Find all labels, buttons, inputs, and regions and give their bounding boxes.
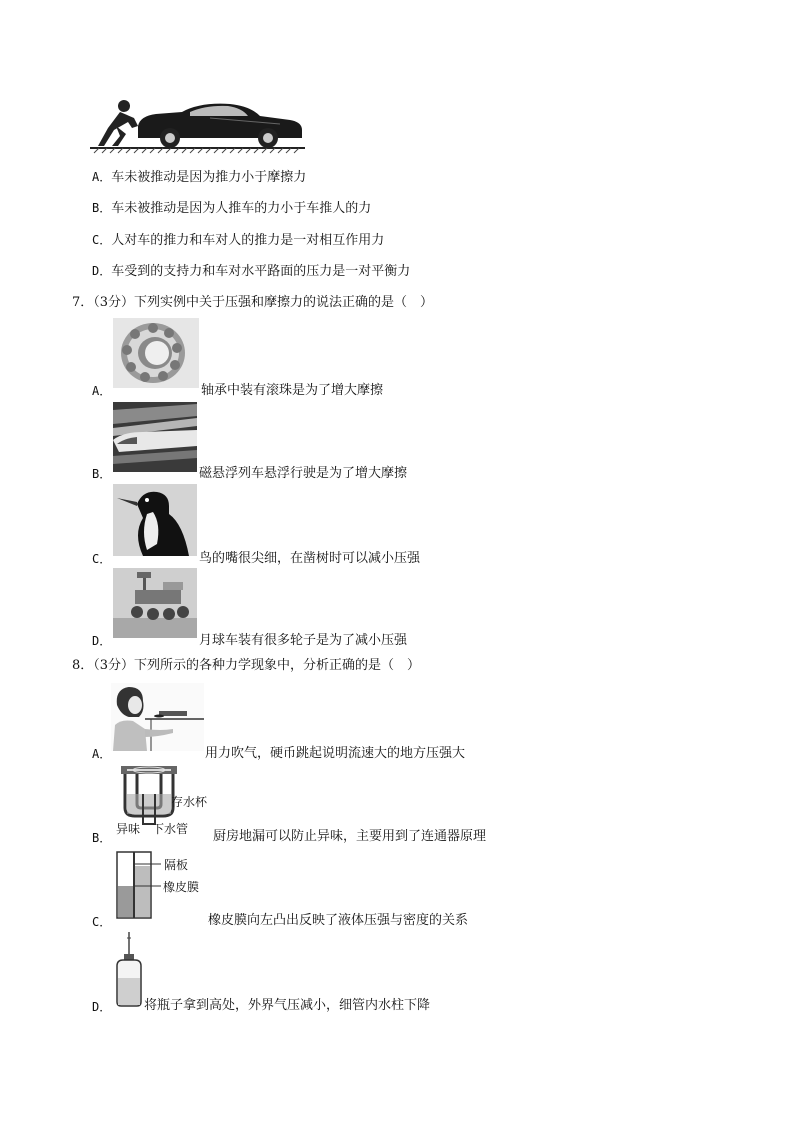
car-push-figure [90, 96, 310, 154]
option-letter: B． [92, 831, 112, 845]
q8-option-d [92, 996, 111, 1015]
option-letter: A． [92, 384, 112, 398]
q8-option-c-text: 橡皮膜向左凸出反映了液体压强与密度的关系 [208, 913, 469, 928]
option-text: 车未被推动是因为人推车的力小于车推人的力 [111, 201, 372, 216]
q6-option-d [92, 260, 410, 279]
option-letter: B． [92, 201, 112, 215]
partition-label: 隔板 [164, 858, 189, 872]
q7-option-b-text: 磁悬浮列车悬浮行驶是为了增大摩擦 [199, 466, 408, 481]
option-letter: C． [92, 915, 112, 929]
maglev-train-image [113, 402, 197, 472]
q6-option-c [92, 229, 384, 248]
drain-smell-label: 异味 [116, 822, 141, 836]
option-text: 车受到的支持力和车对水平路面的压力是一对平衡力 [111, 264, 411, 279]
woodpecker-image [113, 484, 197, 556]
q8-option-a [92, 743, 111, 762]
q7-option-b [92, 463, 111, 482]
q6-option-a [92, 166, 306, 185]
q7-option-d [92, 630, 111, 649]
option-letter: C． [92, 552, 112, 566]
option-letter: D． [92, 264, 112, 278]
q8-option-b-text: 厨房地漏可以防止异味，主要用到了连通器原理 [213, 829, 487, 844]
q7-option-c-text: 鸟的嘴很尖细，在凿树时可以减小压强 [199, 551, 421, 566]
membrane-label: 橡皮膜 [163, 880, 200, 894]
option-letter: A． [92, 747, 112, 761]
q7-stem: 7．（3分）下列实例中关于压强和摩擦力的说法正确的是（ ） [72, 295, 434, 310]
q7-option-a-text: 轴承中装有滚珠是为了增大摩擦 [201, 383, 384, 398]
option-letter: A． [92, 170, 112, 184]
option-text: 人对车的推力和车对人的推力是一对相互作用力 [111, 233, 385, 248]
q8-option-b [92, 827, 111, 846]
option-text: 车未被推动是因为推力小于摩擦力 [111, 170, 307, 185]
q7-option-c [92, 548, 111, 567]
q8-option-d-text: 将瓶子拿到高处，外界气压减小，细管内水柱下降 [144, 998, 431, 1013]
lunar-rover-image [113, 568, 197, 638]
q7-option-a [92, 380, 111, 399]
q8-option-c [92, 911, 111, 930]
q8-option-a-text: 用力吹气，硬币跳起说明流速大的地方压强大 [205, 746, 466, 761]
drain-pipe-label: 下水管 [152, 822, 189, 836]
option-letter: D． [92, 1000, 112, 1014]
q6-option-b [92, 197, 371, 216]
blowing-coin-image [111, 683, 204, 751]
q7-option-d-text: 月球车装有很多轮子是为了减小压强 [199, 633, 408, 648]
bearing-image [113, 318, 199, 388]
option-letter: C． [92, 233, 112, 247]
option-letter: D． [92, 634, 112, 648]
drain-cup-label: 存水杯 [171, 795, 208, 809]
q8-stem: 8．（3分）下列所示的各种力学现象中，分析正确的是（ ） [72, 658, 421, 673]
option-letter: B． [92, 467, 112, 481]
